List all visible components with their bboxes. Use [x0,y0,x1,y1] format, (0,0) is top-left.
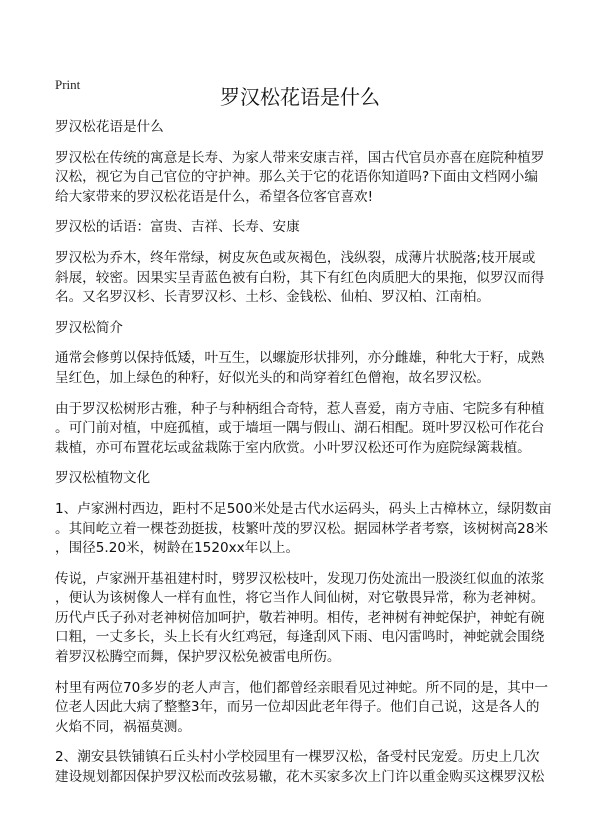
intro-paragraph [55,149,555,208]
text-line: 罗汉松为乔木，终年常绿，树皮灰色或灰褐色，浅纵裂，成薄片状脱落;枝开展或 [55,249,536,266]
text-line: 位老人因此大病了整整3年，而另一位却因此老年得子。他们自己说，这是各人的 [55,699,540,716]
text-line: 呈红色，加上绿色的种籽，好似光头的和尚穿着红色僧袍，故名罗汉松。 [55,369,490,386]
text-line: 2、潮安县铁铺镇石丘头村小学校园里有一棵罗汉松，备受村民宠爱。历史上几次 [55,749,540,766]
text-line: 着罗汉松腾空而舞，保护罗汉松免被雷电所伤。 [55,649,341,666]
text-line: 。可门前对植，中庭孤植，或于墙垣一隅与假山、湖石相配。斑叶罗汉松可作花台 [55,420,545,437]
text-line: 火焰不同，祸福莫测。 [55,718,191,735]
text-line: 1、卢家洲村西边，距村不足500米处是古代水运码头，码头上古樟林立，绿阴数亩 [55,500,552,517]
print-link[interactable]: Print [55,77,81,92]
text-line: 村里有两位70多岁的老人声言，他们都曾经亲眼看见过神蛇。所不同的是，其中一 [55,679,549,696]
text-line: 。其间屹立着一棵苍劲挺拔，枝繁叶茂的罗汉松。据园林学者考察，该树树高28米 [55,520,549,537]
section-heading [55,118,555,138]
text-line: 罗汉松植物文化 [55,470,151,487]
text-line: 罗汉松简介 [55,319,123,336]
paragraph [55,400,555,459]
text-line: 建设规划都因保护罗汉松而改弦易辙，花木买家多次上门许以重金购买这棵罗汉松 [55,769,545,786]
text-line: 口粗，一丈多长，头上长有火红鸡冠，每逢刮风下雨、电闪雷鸣时，神蛇就会围绕 [55,629,545,646]
text-line: 给大家带来的罗汉松花语是什么，希望各位客官喜欢! [55,188,374,205]
section-heading [55,469,555,489]
page-title: 罗汉松花语是什么 [220,85,380,109]
paragraph [55,349,555,388]
text-line: 罗汉松在传统的寓意是长寿、为家人带来安康吉祥，国古代官员亦喜在庭院种植罗 [55,149,545,166]
text-line: 传说，卢家洲开基祖建村时，劈罗汉松枝叶，发现刀伤处流出一股淡红似血的浓浆 [55,570,545,587]
text-line: 罗汉松的话语：富贵、吉祥、长寿、安康 [55,219,300,236]
paragraph [55,249,555,308]
text-line: 汉松，视它为自己官位的守护神。那么关于它的花语你知道吗?下面由文档网小编 [55,169,538,186]
text-line: 由于罗汉松树形古雅，种子与种柄组合奇特，惹人喜爱，南方寺庙、宅院多有种植 [55,400,545,417]
paragraph [55,679,555,738]
paragraph [55,748,555,787]
text-line: 栽植，亦可布置花坛或盆栽陈于室内欣赏。小叶罗汉松还可作为庭院绿篱栽植。 [55,439,531,456]
text-line: 名。又名罗汉杉、长青罗汉杉、土杉、金钱松、仙柏、罗汉柏、江南柏。 [55,289,490,306]
paragraph [55,570,555,668]
text-line: ，便认为该树像人一样有血性，将它当作人间仙树，对它敬畏异常，称为老神树。 [55,590,545,607]
text-line: 历代卢氏子孙对老神树倍加呵护，敬若神明。相传，老神树有神蛇保护，神蛇有碗 [55,609,545,626]
text-line: 罗汉松花语是什么 [55,119,164,135]
text-line: 通常会修剪以保持低矮，叶互生，以螺旋形状排列，亦分雌雄，种牝大于籽，成熟 [55,350,545,367]
section-heading [55,319,555,339]
paragraph [55,500,555,559]
section-heading [55,218,555,238]
document-body [55,118,555,799]
text-line: 斜展，较密。因果实呈青蓝色被有白粉，其下有红色肉质肥大的果拖，似罗汉而得 [55,269,545,286]
text-line: ，围径5.20米，树龄在1520xx年以上。 [55,540,300,557]
